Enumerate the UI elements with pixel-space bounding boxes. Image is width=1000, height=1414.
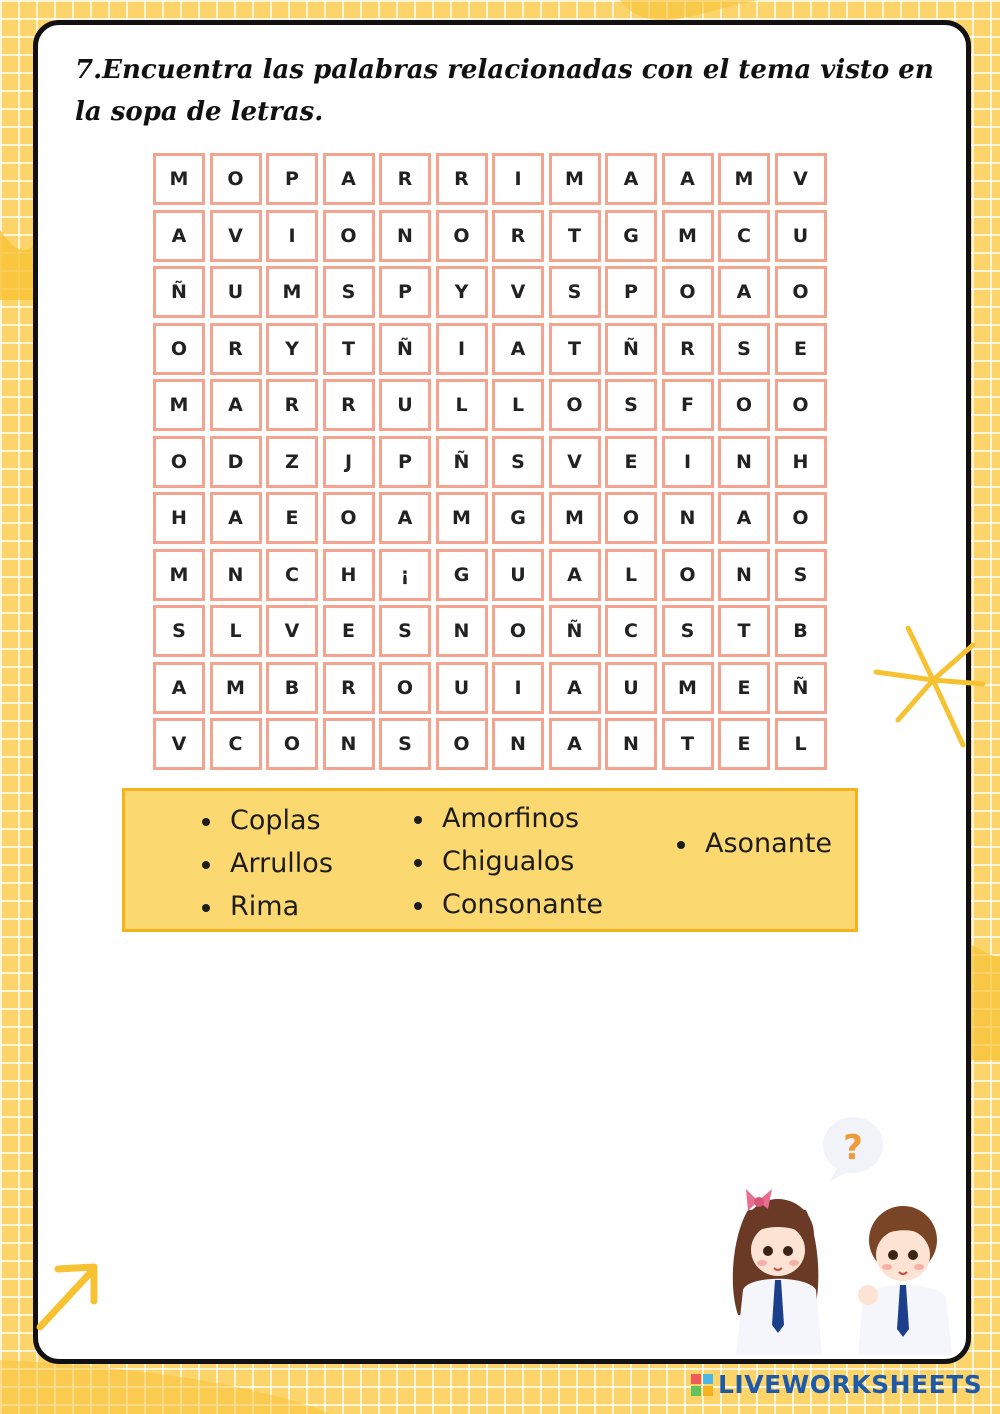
- grid-cell[interactable]: M: [153, 379, 205, 431]
- grid-cell[interactable]: N: [323, 718, 375, 770]
- grid-cell[interactable]: Ñ: [153, 266, 205, 318]
- grid-cell[interactable]: C: [718, 210, 770, 262]
- grid-cell[interactable]: E: [718, 718, 770, 770]
- grid-cell[interactable]: R: [436, 153, 488, 205]
- grid-cell[interactable]: S: [379, 605, 431, 657]
- grid-cell[interactable]: S: [549, 266, 601, 318]
- grid-cell[interactable]: E: [266, 492, 318, 544]
- grid-cell[interactable]: O: [775, 492, 827, 544]
- grid-cell[interactable]: S: [492, 436, 544, 488]
- grid-cell[interactable]: R: [662, 323, 714, 375]
- grid-cell[interactable]: T: [662, 718, 714, 770]
- grid-cell[interactable]: Z: [266, 436, 318, 488]
- grid-cell[interactable]: R: [492, 210, 544, 262]
- grid-cell[interactable]: N: [379, 210, 431, 262]
- grid-cell[interactable]: T: [323, 323, 375, 375]
- grid-cell[interactable]: ¡: [379, 549, 431, 601]
- grid-cell[interactable]: U: [210, 266, 262, 318]
- grid-cell[interactable]: B: [266, 662, 318, 714]
- grid-cell[interactable]: L: [775, 718, 827, 770]
- grid-cell[interactable]: M: [153, 549, 205, 601]
- grid-cell[interactable]: F: [662, 379, 714, 431]
- grid-cell[interactable]: M: [436, 492, 488, 544]
- grid-cell[interactable]: U: [492, 549, 544, 601]
- grid-cell[interactable]: S: [379, 718, 431, 770]
- grid-cell[interactable]: A: [492, 323, 544, 375]
- word-item: Coplas: [202, 799, 333, 842]
- grid-cell[interactable]: C: [605, 605, 657, 657]
- grid-cell[interactable]: A: [210, 492, 262, 544]
- grid-cell[interactable]: B: [775, 605, 827, 657]
- word-list-column-1: [202, 799, 333, 928]
- grid-cell[interactable]: A: [605, 153, 657, 205]
- grid-cell[interactable]: G: [605, 210, 657, 262]
- grid-cell[interactable]: H: [775, 436, 827, 488]
- grid-cell[interactable]: G: [436, 549, 488, 601]
- sparkle-icon: [868, 620, 988, 750]
- grid-cell[interactable]: O: [153, 436, 205, 488]
- grid-cell[interactable]: O: [662, 266, 714, 318]
- grid-cell[interactable]: E: [605, 436, 657, 488]
- grid-cell[interactable]: O: [775, 266, 827, 318]
- grid-cell[interactable]: H: [153, 492, 205, 544]
- grid-cell[interactable]: M: [662, 662, 714, 714]
- brand-label: LIVEWORKSHEETS: [718, 1370, 983, 1399]
- grid-cell[interactable]: N: [718, 549, 770, 601]
- grid-cell[interactable]: O: [492, 605, 544, 657]
- grid-cell[interactable]: M: [718, 153, 770, 205]
- grid-cell[interactable]: I: [492, 662, 544, 714]
- grid-cell[interactable]: V: [266, 605, 318, 657]
- word-item: Amorfinos: [414, 797, 603, 840]
- grid-cell[interactable]: L: [492, 379, 544, 431]
- grid-cell[interactable]: U: [775, 210, 827, 262]
- grid-cell[interactable]: O: [323, 492, 375, 544]
- grid-cell[interactable]: Ñ: [775, 662, 827, 714]
- liveworksheets-logo-icon: [690, 1373, 714, 1397]
- grid-cell[interactable]: A: [379, 492, 431, 544]
- grid-cell[interactable]: P: [266, 153, 318, 205]
- grid-cell[interactable]: A: [210, 379, 262, 431]
- grid-cell[interactable]: M: [210, 662, 262, 714]
- grid-cell[interactable]: E: [323, 605, 375, 657]
- grid-cell[interactable]: O: [718, 379, 770, 431]
- grid-cell[interactable]: P: [379, 266, 431, 318]
- word-list-column-2: [414, 797, 603, 926]
- grid-cell[interactable]: J: [323, 436, 375, 488]
- grid-cell[interactable]: L: [605, 549, 657, 601]
- grid-cell[interactable]: S: [605, 379, 657, 431]
- grid-cell[interactable]: A: [549, 549, 601, 601]
- question-bubble-icon: [823, 1117, 883, 1181]
- worksheet-title: 7.Encuentra las palabras relacionadas con el tema visto en la sopa de letras.: [75, 55, 934, 127]
- grid-cell[interactable]: I: [662, 436, 714, 488]
- grid-cell[interactable]: V: [210, 210, 262, 262]
- grid-cell[interactable]: Y: [266, 323, 318, 375]
- word-item: Asonante: [677, 822, 832, 865]
- grid-cell[interactable]: O: [210, 153, 262, 205]
- grid-cell[interactable]: E: [775, 323, 827, 375]
- grid-cell[interactable]: N: [718, 436, 770, 488]
- grid-cell[interactable]: D: [210, 436, 262, 488]
- word-item: Consonante: [414, 883, 603, 926]
- grid-cell[interactable]: A: [662, 153, 714, 205]
- grid-cell[interactable]: O: [266, 718, 318, 770]
- grid-cell[interactable]: U: [605, 662, 657, 714]
- grid-cell[interactable]: L: [210, 605, 262, 657]
- word-list-column-3: [677, 822, 832, 865]
- grid-cell[interactable]: P: [379, 436, 431, 488]
- grid-cell[interactable]: I: [266, 210, 318, 262]
- grid-cell[interactable]: P: [605, 266, 657, 318]
- grid-cell[interactable]: L: [436, 379, 488, 431]
- grid-cell[interactable]: O: [436, 718, 488, 770]
- grid-cell[interactable]: O: [436, 210, 488, 262]
- grid-cell[interactable]: V: [153, 718, 205, 770]
- grid-cell[interactable]: C: [210, 718, 262, 770]
- grid-cell[interactable]: Y: [436, 266, 488, 318]
- svg-text:?: ?: [843, 1128, 863, 1168]
- grid-cell[interactable]: R: [323, 662, 375, 714]
- worksheet-card: [33, 20, 971, 1364]
- grid-cell[interactable]: O: [662, 549, 714, 601]
- grid-cell[interactable]: Ñ: [549, 605, 601, 657]
- grid-cell[interactable]: O: [153, 323, 205, 375]
- arrow-icon: [32, 1255, 112, 1335]
- grid-cell[interactable]: S: [323, 266, 375, 318]
- grid-cell[interactable]: Ñ: [379, 323, 431, 375]
- grid-cell[interactable]: U: [379, 379, 431, 431]
- grid-cell[interactable]: R: [210, 323, 262, 375]
- grid-cell[interactable]: R: [323, 379, 375, 431]
- grid-cell[interactable]: S: [775, 549, 827, 601]
- grid-cell[interactable]: A: [153, 662, 205, 714]
- grid-cell[interactable]: T: [549, 323, 601, 375]
- grid-cell[interactable]: V: [492, 266, 544, 318]
- grid-cell[interactable]: Ñ: [605, 323, 657, 375]
- grid-cell[interactable]: N: [662, 492, 714, 544]
- liveworksheets-brand[interactable]: [690, 1370, 982, 1399]
- grid-cell[interactable]: O: [549, 379, 601, 431]
- grid-cell[interactable]: A: [718, 266, 770, 318]
- grid-cell[interactable]: N: [492, 718, 544, 770]
- word-item: Rima: [202, 885, 333, 928]
- grid-cell[interactable]: E: [718, 662, 770, 714]
- grid-cell[interactable]: O: [323, 210, 375, 262]
- grid-cell[interactable]: V: [775, 153, 827, 205]
- grid-cell[interactable]: U: [436, 662, 488, 714]
- grid-cell[interactable]: M: [549, 153, 601, 205]
- grid-cell[interactable]: S: [718, 323, 770, 375]
- grid-cell[interactable]: R: [266, 379, 318, 431]
- grid-cell[interactable]: A: [549, 662, 601, 714]
- grid-cell[interactable]: T: [549, 210, 601, 262]
- grid-cell[interactable]: A: [718, 492, 770, 544]
- word-list-box: [122, 788, 858, 932]
- grid-cell[interactable]: O: [379, 662, 431, 714]
- grid-cell[interactable]: R: [379, 153, 431, 205]
- word-search-grid: [153, 153, 827, 770]
- grid-cell[interactable]: M: [549, 492, 601, 544]
- grid-cell[interactable]: N: [210, 549, 262, 601]
- grid-cell[interactable]: Ñ: [436, 436, 488, 488]
- grid-cell[interactable]: I: [436, 323, 488, 375]
- grid-cell[interactable]: M: [662, 210, 714, 262]
- grid-cell[interactable]: M: [266, 266, 318, 318]
- word-item: Chigualos: [414, 840, 603, 883]
- grid-cell[interactable]: G: [492, 492, 544, 544]
- grid-cell[interactable]: A: [323, 153, 375, 205]
- grid-cell[interactable]: M: [153, 153, 205, 205]
- grid-cell[interactable]: S: [662, 605, 714, 657]
- grid-cell[interactable]: A: [549, 718, 601, 770]
- grid-cell[interactable]: C: [266, 549, 318, 601]
- grid-cell[interactable]: A: [153, 210, 205, 262]
- grid-cell[interactable]: H: [323, 549, 375, 601]
- word-item: Arrullos: [202, 842, 333, 885]
- grid-cell[interactable]: T: [718, 605, 770, 657]
- grid-cell[interactable]: I: [492, 153, 544, 205]
- grid-cell[interactable]: S: [153, 605, 205, 657]
- grid-cell[interactable]: O: [605, 492, 657, 544]
- children-illustration: [718, 1115, 968, 1355]
- grid-cell[interactable]: N: [436, 605, 488, 657]
- grid-cell[interactable]: V: [549, 436, 601, 488]
- grid-cell[interactable]: N: [605, 718, 657, 770]
- grid-cell[interactable]: O: [775, 379, 827, 431]
